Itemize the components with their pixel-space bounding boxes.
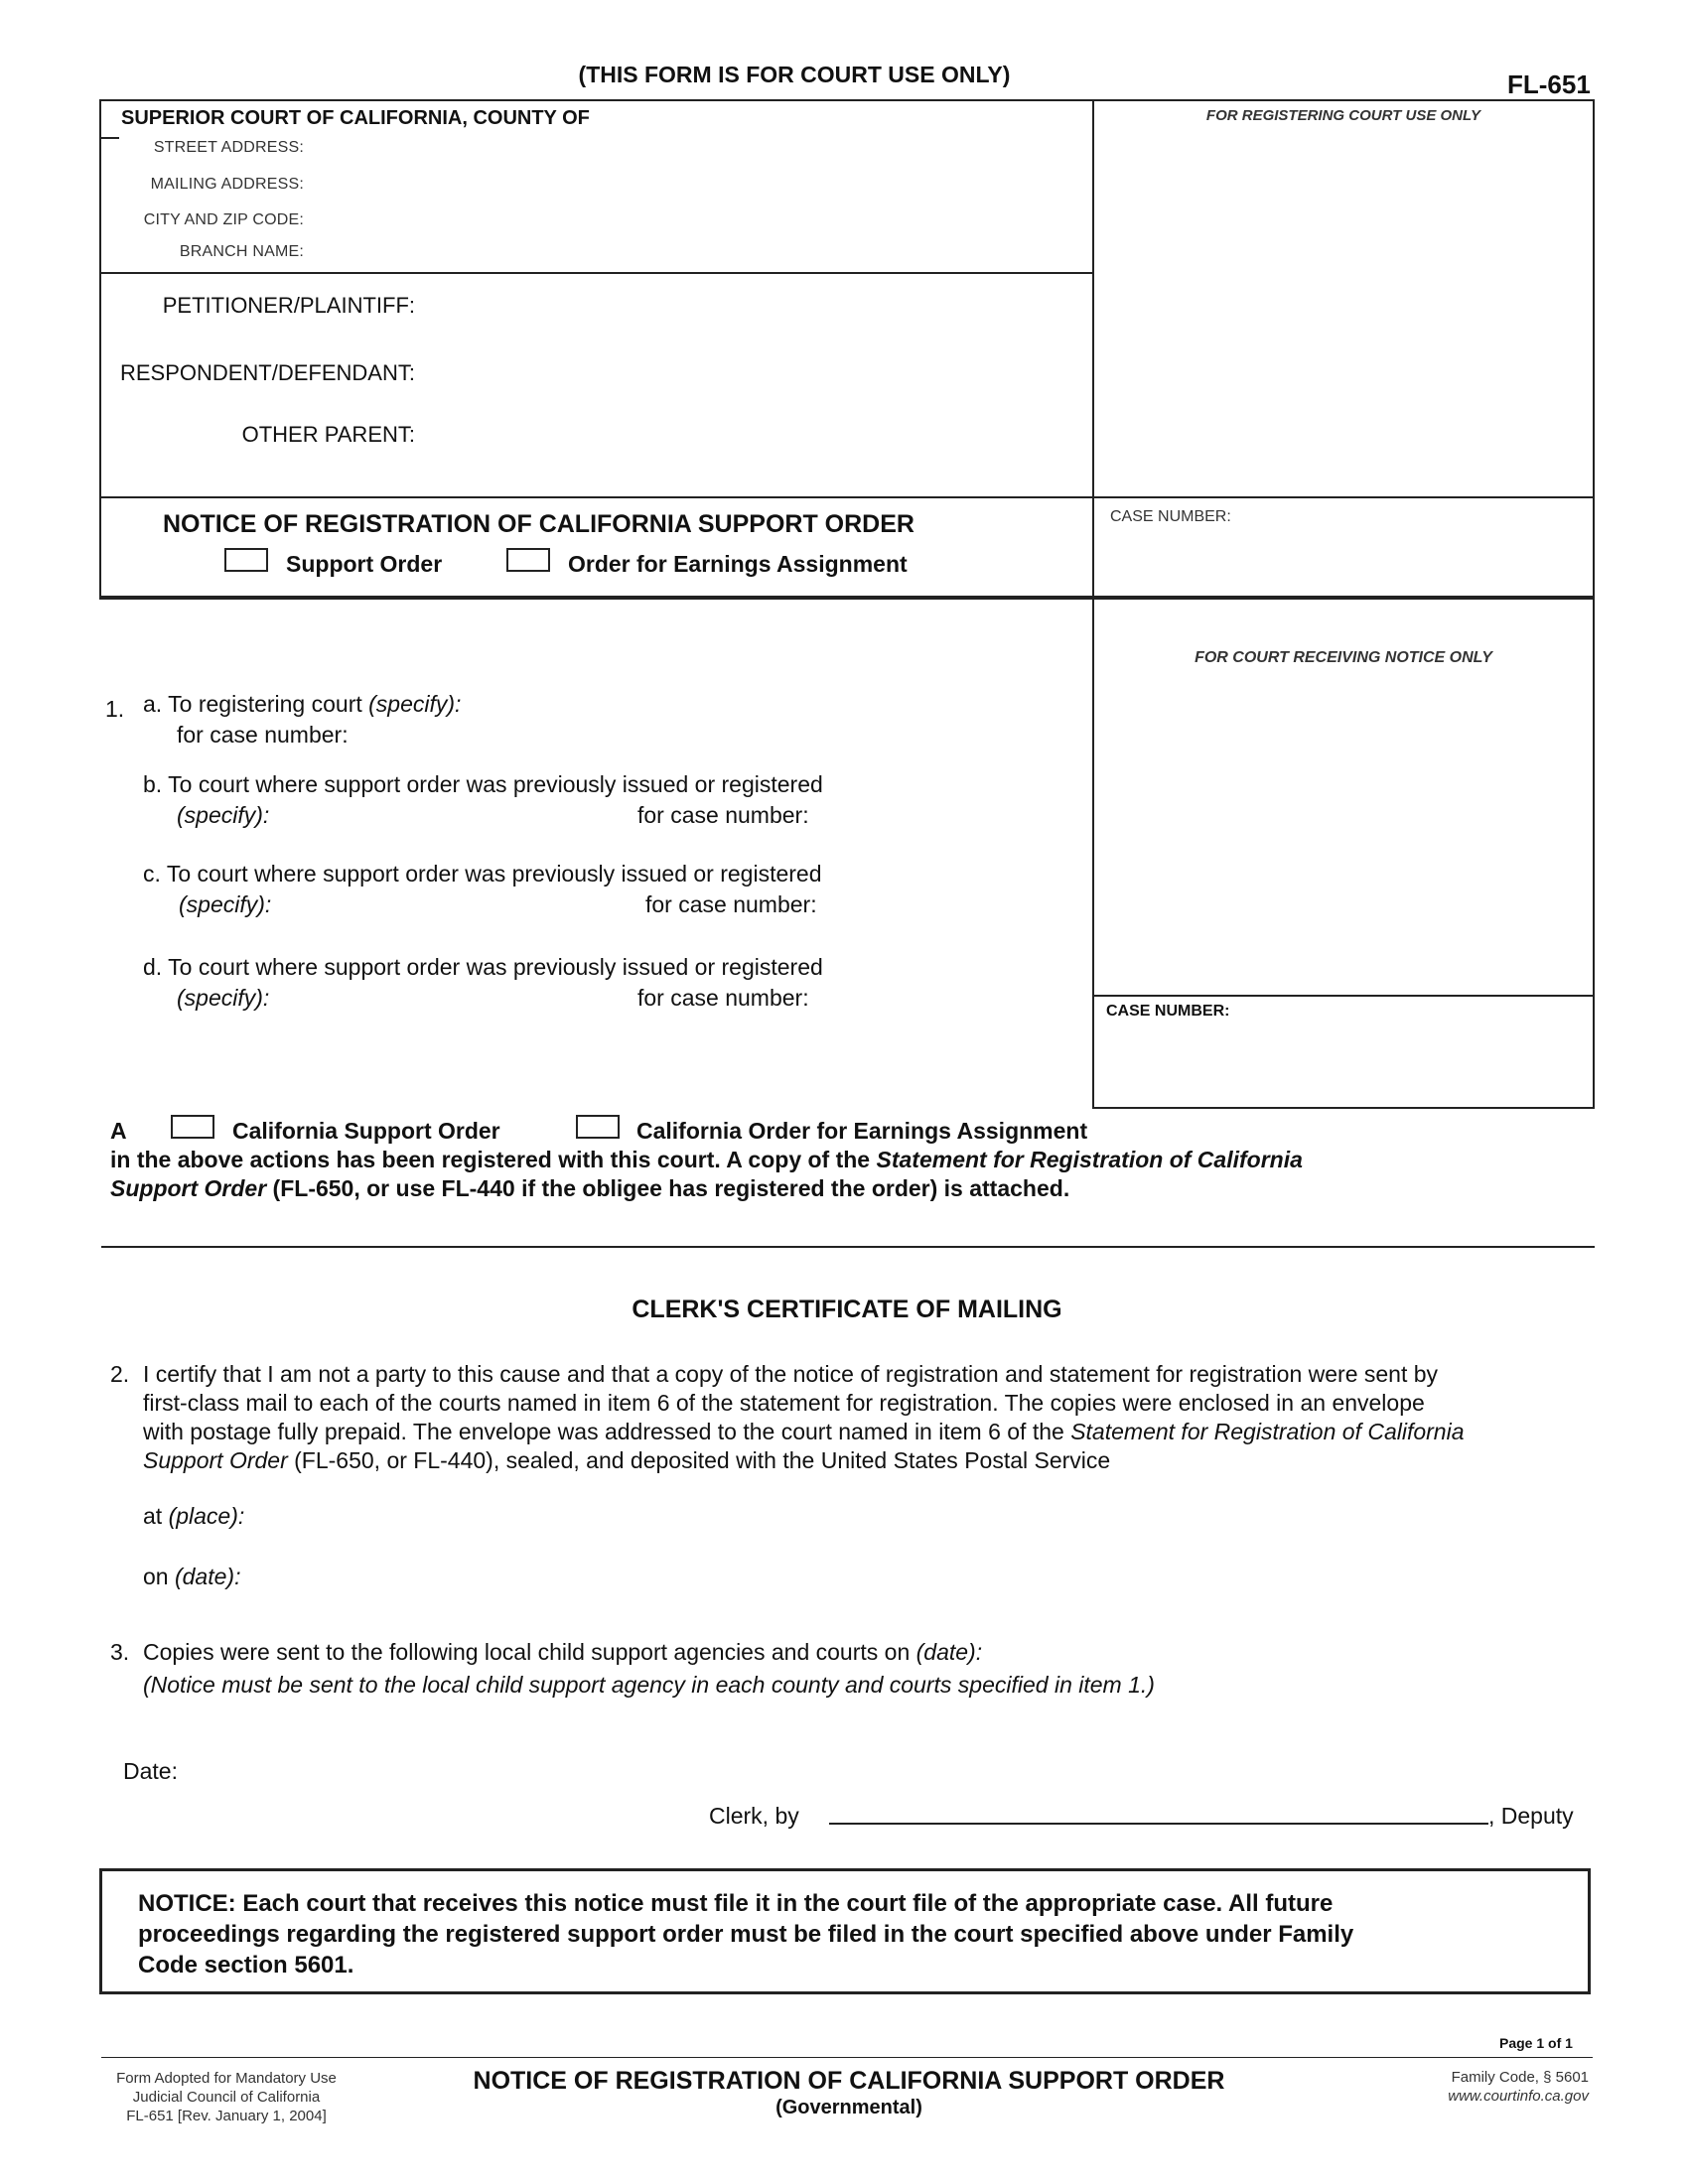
item-1b-text: b. To court where support order was previously issued or registered bbox=[143, 771, 823, 797]
notice-title: NOTICE OF REGISTRATION OF CALIFORNIA SUPPORT ORDER bbox=[163, 510, 914, 538]
earnings-assignment-label: Order for Earnings Assignment bbox=[568, 551, 908, 577]
california-earnings-assignment-label: California Order for Earnings Assignment bbox=[636, 1118, 1088, 1144]
support-order-checkbox[interactable] bbox=[224, 548, 268, 572]
footer-title: NOTICE OF REGISTRATION OF CALIFORNIA SUPPORT ORDER bbox=[473, 2067, 1225, 2095]
courtinfo-url[interactable]: www.courtinfo.ca.gov bbox=[1448, 2088, 1589, 2105]
california-support-order-checkbox[interactable] bbox=[171, 1115, 214, 1139]
deputy-label: , Deputy bbox=[1488, 1803, 1574, 1829]
court-divider bbox=[99, 272, 1093, 274]
item-3-note: (Notice must be sent to the local child support agency in each county and courts specified in item 1.) bbox=[143, 1672, 1155, 1698]
support-order-label: Support Order bbox=[286, 551, 443, 577]
item-1-number: 1. bbox=[105, 696, 125, 722]
item-1b-case: for case number: bbox=[637, 802, 809, 828]
item-1c-text: c. To court where support order was previously issued or registered bbox=[143, 861, 822, 887]
footer-rule bbox=[101, 2057, 1593, 2058]
receiving-case-number-label: CASE NUMBER: bbox=[1106, 1003, 1230, 1020]
footer-subtitle: (Governmental) bbox=[775, 2097, 922, 2118]
registered-line-3 bbox=[110, 1174, 1069, 1203]
registering-court-use-label: FOR REGISTERING COURT USE ONLY bbox=[1205, 107, 1481, 124]
item-2-line-4-text: (FL-650, or FL-440), sealed, and deposited with the United States Postal Service bbox=[287, 1447, 1111, 1473]
family-code-ref: Family Code, § 5601 bbox=[1451, 2069, 1589, 2086]
item-1a-specify: (specify): bbox=[368, 691, 462, 717]
date-label: Date: bbox=[123, 1758, 178, 1784]
case-number-label: CASE NUMBER: bbox=[1110, 508, 1231, 525]
notice-line-3: Code section 5601. bbox=[138, 1952, 354, 1979]
item-2-line-4 bbox=[143, 1446, 1110, 1475]
notice-line-1: NOTICE: Each court that receives this notice must file it in the court file of the appropriate case. All future bbox=[138, 1890, 1334, 1917]
item-1a-text: a. To registering court bbox=[143, 691, 362, 717]
item-2-line-3-text: with postage fully prepaid. The envelope was addressed to the court named in item 6 of the bbox=[143, 1419, 1071, 1444]
item-3-line-1 bbox=[143, 1638, 982, 1667]
notice-line-2: proceedings regarding the registered support order must be filed in the court specified above under Family bbox=[138, 1921, 1354, 1948]
at-place-line bbox=[143, 1502, 244, 1531]
branch-name-label: BRANCH NAME: bbox=[179, 243, 304, 260]
item-2-line-4-title: Support Order bbox=[143, 1447, 288, 1473]
item-2-line-3-title: Statement for Registration of California bbox=[1070, 1419, 1465, 1444]
registered-line-2 bbox=[110, 1146, 1303, 1174]
california-support-order-label: California Support Order bbox=[232, 1118, 500, 1144]
adopted-line-3: FL-651 [Rev. January 1, 2004] bbox=[126, 2108, 327, 2124]
clerk-signature-line[interactable] bbox=[829, 1823, 1488, 1825]
item-2-line-2: first-class mail to each of the courts named in item 6 of the statement for registration. The copies were enclosed in an envelope bbox=[143, 1390, 1425, 1416]
on-label: on bbox=[143, 1564, 175, 1589]
receiving-court-label: FOR COURT RECEIVING NOTICE ONLY bbox=[1195, 649, 1492, 666]
receiving-court-box bbox=[1092, 598, 1595, 1109]
item-3-line-1-text: Copies were sent to the following local child support agencies and courts on bbox=[143, 1639, 916, 1665]
certificate-title: CLERK'S CERTIFICATE OF MAILING bbox=[632, 1296, 1062, 1323]
california-earnings-assignment-checkbox[interactable] bbox=[576, 1115, 620, 1139]
item-1d-case: for case number: bbox=[637, 985, 809, 1011]
at-place: (place): bbox=[168, 1503, 245, 1529]
item-1c-specify: (specify): bbox=[179, 891, 272, 917]
adopted-line-2: Judicial Council of California bbox=[132, 2089, 321, 2106]
street-address-label: STREET ADDRESS: bbox=[153, 139, 304, 156]
at-label: at bbox=[143, 1503, 169, 1529]
registered-a: A bbox=[110, 1118, 127, 1144]
item-1d-specify: (specify): bbox=[177, 985, 270, 1011]
item-1c-case: for case number: bbox=[645, 891, 817, 917]
registered-line-2-title: Statement for Registration of California bbox=[876, 1147, 1303, 1172]
item-3-date: (date): bbox=[915, 1639, 983, 1665]
page-number: Page 1 of 1 bbox=[1499, 2035, 1573, 2051]
item-2-number: 2. bbox=[110, 1361, 130, 1387]
item-1a-line bbox=[143, 690, 461, 719]
registered-line-3-text: (FL-650, or use FL-440 if the obligee has registered the order) is attached. bbox=[266, 1175, 1070, 1201]
receiving-divider bbox=[1092, 995, 1595, 997]
section-divider bbox=[101, 1246, 1595, 1248]
item-1b-specify: (specify): bbox=[177, 802, 270, 828]
registered-line-3-title: Support Order bbox=[110, 1175, 267, 1201]
item-2-line-3 bbox=[143, 1418, 1465, 1446]
item-1a-case: for case number: bbox=[177, 722, 349, 748]
mailing-address-label: MAILING ADDRESS: bbox=[150, 176, 304, 193]
item-2-line-1: I certify that I am not a party to this cause and that a copy of the notice of registration and statement for registration were sent by bbox=[143, 1361, 1439, 1387]
city-zip-label: CITY AND ZIP CODE: bbox=[143, 211, 304, 228]
adopted-line-1: Form Adopted for Mandatory Use bbox=[116, 2070, 337, 2087]
item-3-number: 3. bbox=[110, 1639, 130, 1665]
respondent-label: RESPONDENT/DEFENDANT: bbox=[119, 360, 415, 385]
other-parent-label: OTHER PARENT: bbox=[241, 422, 415, 447]
earnings-assignment-checkbox[interactable] bbox=[506, 548, 550, 572]
registered-line-2-text: in the above actions has been registered with this court. A copy of the bbox=[110, 1147, 877, 1172]
item-1d-text: d. To court where support order was previously issued or registered bbox=[143, 954, 823, 980]
court-title: SUPERIOR COURT OF CALIFORNIA, COUNTY OF bbox=[121, 107, 590, 129]
petitioner-label: PETITIONER/PLAINTIFF: bbox=[162, 293, 415, 318]
court-use-only-heading: (THIS FORM IS FOR COURT USE ONLY) bbox=[578, 62, 1011, 87]
on-date: (date): bbox=[174, 1564, 241, 1589]
form-id: FL-651 bbox=[1507, 69, 1591, 99]
on-date-line bbox=[143, 1563, 240, 1591]
clerk-by-label: Clerk, by bbox=[709, 1803, 799, 1829]
